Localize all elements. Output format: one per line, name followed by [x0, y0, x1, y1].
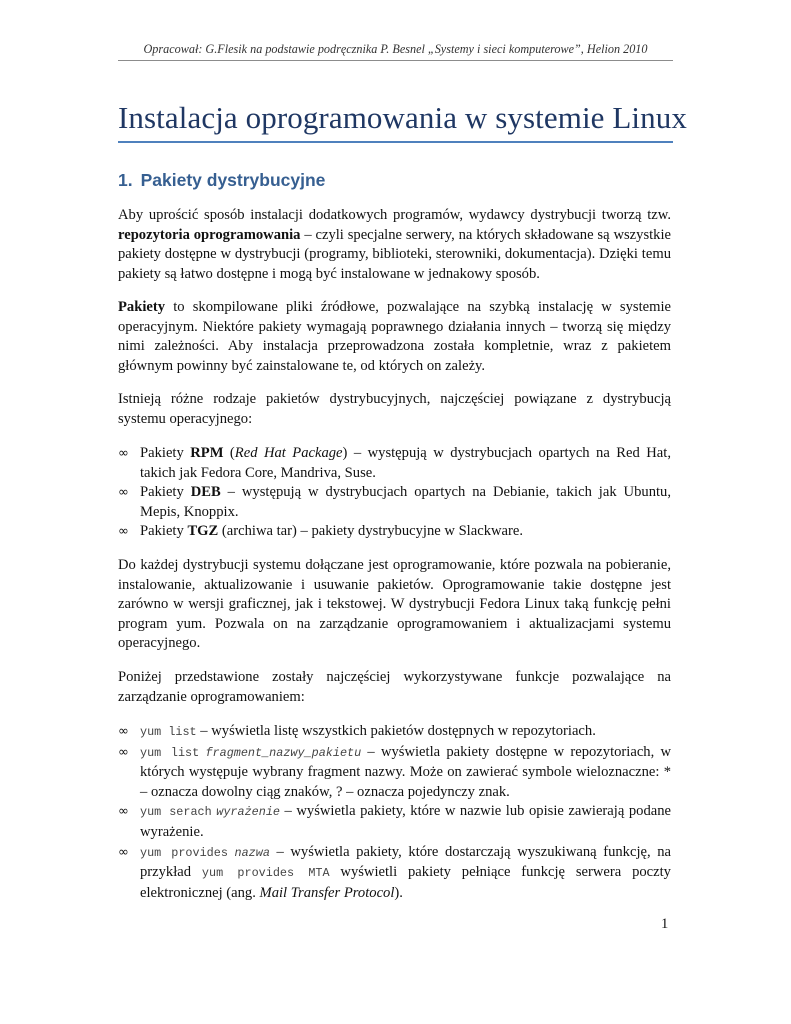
list-item: [118, 843, 671, 904]
page-header: Opracował: G.Flesik na podstawie podręcznika P. Besnel „Systemy i sieci komputerowe”, Helion 2010: [143, 42, 648, 56]
item-text: Pakiety: [140, 445, 191, 461]
item-text: Pakiety: [140, 484, 191, 501]
p4-text: Do każdej dystrybucji systemu dołączane jest oprogramowanie, które pozwala na pobieranie, instalowanie, aktualizowanie i usuwanie pakietów. Oprogramowanie takie dostępne jest zarówno w wersji graficznej, jak i tekstowej. W dystrybucji Fedora Linux taką funkcję pełni program yum. Pozwala on na zarządzanie oprogramowaniem i aktualizacjami systemu operacyjnego.: [118, 557, 671, 652]
list-item: [118, 444, 671, 483]
document-title: Instalacja oprogramowania w systemie Linux: [118, 100, 687, 135]
command-italic-term: Mail Transfer Protocol: [259, 884, 395, 901]
paragraph-functions-intro: [118, 668, 671, 707]
page-number: 1: [661, 916, 669, 932]
item-text: – występują w dystrybucjach opartych na Debianie, takich jak Ubuntu, Mepis, Knoppix.: [140, 484, 671, 520]
package-types-list: [118, 444, 671, 542]
command-code: yum list: [140, 745, 200, 760]
bullet-icon: ∞: [118, 804, 129, 820]
command-description: – wyświetla pakiety, które dostarczają wyszukiwaną funkcję, na przykład: [140, 843, 671, 881]
title-divider: [118, 141, 673, 143]
command-description-end: ).: [394, 884, 403, 901]
command-description: – wyświetla listę wszystkich pakietów dostępnych w repozytoriach.: [196, 723, 596, 739]
command-argument: fragment_nazwy_pakietu: [205, 745, 362, 760]
command-description: – wyświetla pakiety, które w nazwie lub opisie zawierają podane wyrażenie.: [140, 803, 671, 840]
item-bold: RPM: [190, 445, 224, 461]
item-bold: TGZ: [187, 523, 219, 540]
paragraph-package-manager: [118, 556, 671, 654]
section-number: 1.: [118, 170, 133, 190]
item-bold: DEB: [190, 484, 221, 501]
bullet-icon: ∞: [118, 744, 129, 760]
section-title: Pakiety dystrybucyjne: [140, 170, 326, 190]
command-code: yum list: [140, 725, 197, 739]
command-code: yum provides: [140, 845, 228, 860]
item-italic: Red Hat Package: [234, 445, 343, 461]
paragraph-repositories: [118, 206, 671, 284]
command-description: – wyświetla pakiety dostępne w repozytoriach, w których występuje wybrany fragment nazwy. Może on zawierać symbole wieloznaczne: * – oznacza dowolny ciąg znaków, ? – oznacza pojedynczy znak.: [140, 743, 672, 800]
p2-bold-term: Pakiety: [118, 299, 166, 315]
p3-text: Istnieją różne rodzaje pakietów dystrybucyjnych, najczęściej powiązane z dystrybucją systemu operacyjnego:: [118, 391, 671, 427]
p5-text: Poniżej przedstawione zostały najczęściej wykorzystywane funkcje pozwalające na zarządzanie oprogramowaniem:: [118, 669, 671, 705]
list-item: [118, 802, 671, 842]
section-heading: [118, 170, 325, 191]
bullet-icon: ∞: [118, 485, 129, 501]
command-argument: wyrażenie: [216, 805, 280, 820]
list-item: [118, 522, 671, 542]
bullet-icon: ∞: [118, 524, 129, 540]
item-text: (archiwa tar) – pakiety dystrybucyjne w Slackware.: [218, 523, 523, 540]
item-text: ) – występują w dystrybucjach opartych na Red Hat, takich jak Fedora Core, Mandriva, Suse.: [140, 445, 671, 481]
list-item: [118, 722, 671, 743]
command-description: wyświetli pakiety pełniące funkcję serwera poczty elektronicznej (ang.: [140, 864, 671, 901]
p2-text: to skompilowane pliki źródłowe, pozwalające na szybką instalację w systemie operacyjnym. Niektóre pakiety wymagają poprawnego działania innych – tworzą się między nimi zależności. Aby instalacja przeprowadzona została kompletnie, wraz z pakietem głównym powinny być zainstalowane te, od których on zależy.: [118, 299, 671, 374]
item-text: Pakiety: [140, 523, 188, 540]
command-example-code: yum provides MTA: [201, 866, 330, 881]
p1-text-a: Aby uprościć sposób instalacji dodatkowych programów, wydawcy dystrybucji tworzą tzw.: [118, 207, 671, 223]
bullet-icon: ∞: [118, 844, 129, 860]
yum-commands-list: [118, 722, 671, 903]
bullet-icon: ∞: [118, 724, 129, 739]
list-item: [118, 743, 671, 803]
p1-text-b: – czyli specjalne serwery, na których składowane są wszystkie pakiety dostępne w dystrybucji (programy, biblioteki, sterowniki, dokumentacja). Dzięki temu pakiety są łatwo dostępne i mogą być instalowane w jednakowy sposób.: [118, 226, 672, 282]
paragraph-package-types-intro: [118, 390, 671, 429]
command-argument: nazwa: [234, 845, 270, 860]
bullet-icon: ∞: [118, 446, 129, 461]
command-code: yum serach: [140, 805, 212, 820]
item-text: (: [223, 445, 235, 461]
p1-bold-term: repozytoria oprogramowania: [118, 226, 301, 243]
header-divider: [118, 60, 673, 61]
list-item: [118, 483, 671, 522]
paragraph-packages: [118, 298, 671, 376]
